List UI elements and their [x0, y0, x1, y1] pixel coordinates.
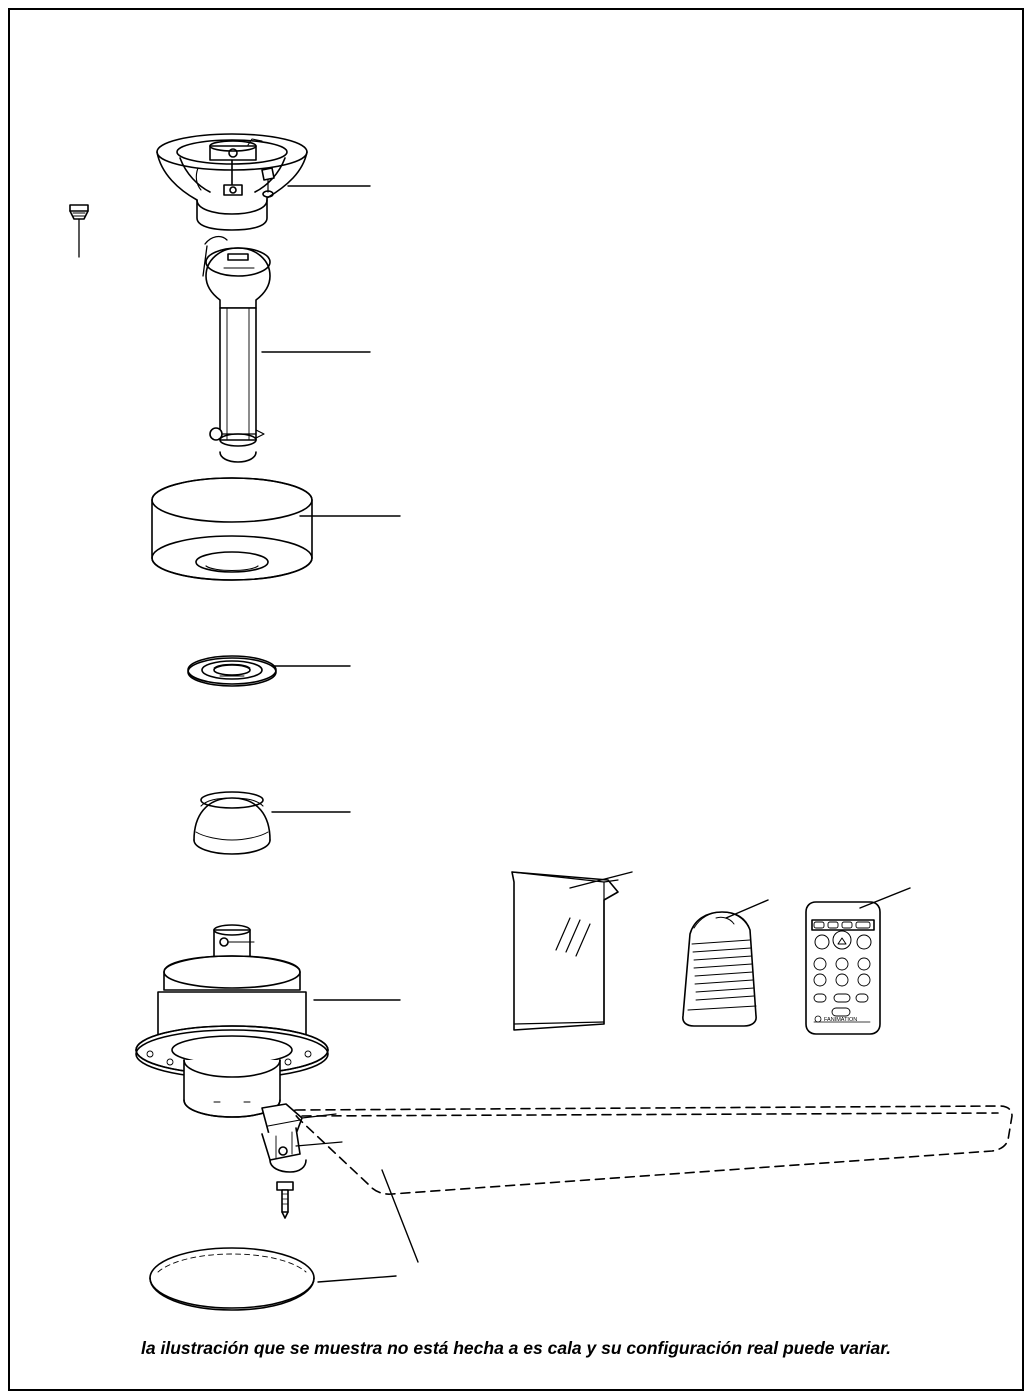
- part-hardware-bag: [512, 872, 632, 1030]
- illustration-caption: la ilustración que se muestra no está hecha a es cala y su configuración real puede variar.: [141, 1338, 891, 1358]
- part-remote-receiver: [683, 900, 768, 1026]
- leader-blade: [382, 1170, 418, 1262]
- part-canopy-ring: [188, 656, 350, 686]
- part-switch-housing-cover: [194, 792, 350, 854]
- part-motor-housing: [136, 925, 400, 1117]
- part-glass-shade: [150, 1248, 396, 1310]
- part-fan-blade: [294, 1106, 1012, 1194]
- part-remote-control: [806, 888, 910, 1034]
- part-set-screw: [70, 205, 88, 257]
- part-mounting-bracket: [157, 134, 370, 230]
- part-canopy: [152, 478, 400, 580]
- remote-brand-label: FANIMATION: [824, 1017, 858, 1023]
- part-downrod: [203, 237, 370, 462]
- part-blade-bracket: [262, 1104, 342, 1172]
- part-blade-screw: [277, 1182, 293, 1218]
